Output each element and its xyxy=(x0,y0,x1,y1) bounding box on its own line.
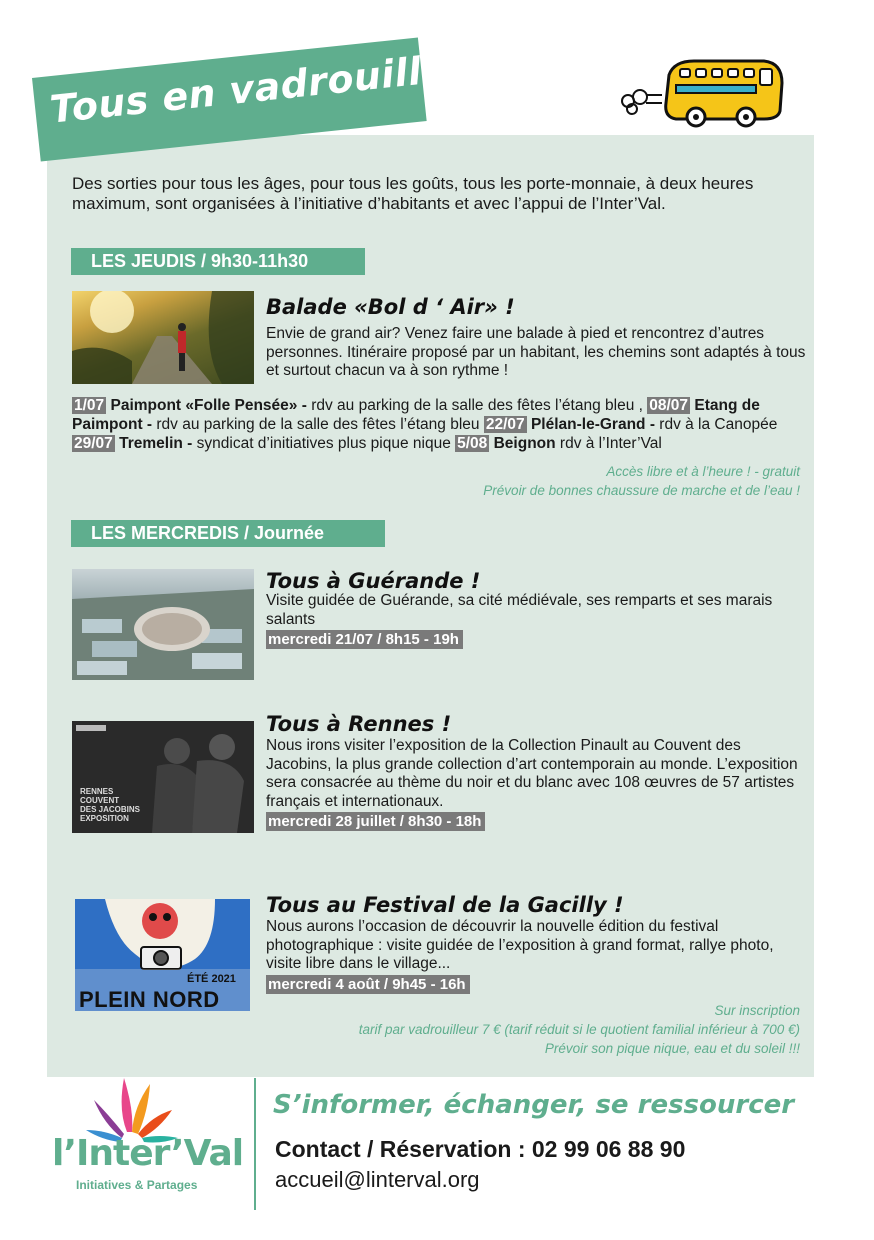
footer-divider xyxy=(254,1078,256,1210)
poster-text: COUVENT xyxy=(80,796,120,805)
gacilly-poster xyxy=(75,899,250,1011)
event-title-gacilly: Tous au Festival de la Gacilly ! xyxy=(266,893,624,917)
guerande-photo xyxy=(72,569,254,680)
footer-tagline: S’informer, échanger, se ressourcer xyxy=(273,1090,795,1120)
event-desc-rennes xyxy=(266,737,806,832)
event-title-guerande: Tous à Guérande ! xyxy=(266,569,481,593)
poster-name: PLEIN NORD xyxy=(79,987,220,1011)
event-date-rennes: mercredi 28 juillet / 8h30 - 18h xyxy=(266,812,485,831)
note-line: Prévoir son pique nique, eau et du soleil !!! xyxy=(544,1041,800,1056)
poster-text: DES JACOBINS xyxy=(80,805,141,814)
page-title: Tous en vadrouille xyxy=(48,46,450,132)
rennes-photo xyxy=(72,721,254,833)
section-mercredis: LES MERCREDIS / Journée xyxy=(71,520,385,547)
poster-year: ÉTÉ 2021 xyxy=(187,973,236,985)
event-title-balade: Balade «Bol d ‘ Air» ! xyxy=(266,295,515,319)
logo-subtitle: Initiatives & Partages xyxy=(76,1178,198,1192)
intro-text: Des sorties pour tous les âges, pour tous les goûts, tous les porte-monnaie, à deux heures maximum, sont organisées à l’initiative d’habitants et avec l’appui de l’Inter’Val. xyxy=(72,174,754,213)
bus-icon xyxy=(614,55,789,130)
schedule-item: 22/07 Plélan-le-Grand - rdv à la Canopée xyxy=(485,416,778,433)
poster-text: EXPOSITION xyxy=(80,814,129,823)
event-desc-guerande xyxy=(266,592,806,650)
poster-text: RENNES xyxy=(80,787,114,796)
event-desc-text: Nous aurons l’occasion de découvrir la nouvelle édition du festival photographique : visite guidée de l’exposition à grand format, rallye photo, visite libre dans le village... xyxy=(266,918,774,972)
schedule-item: 29/07 Tremelin - syndicat d’initiatives plus pique nique xyxy=(74,435,456,452)
schedule-item: 5/08 Beignon rdv à l’Inter’Val xyxy=(457,435,662,452)
contact-email[interactable]: accueil@linterval.org xyxy=(275,1167,480,1192)
event-desc-text: Visite guidée de Guérande, sa cité médiévale, ses remparts et ses marais salants xyxy=(266,592,773,628)
logo-name: l’Inter’Val xyxy=(52,1133,244,1174)
event-date-gacilly: mercredi 4 août / 9h45 - 16h xyxy=(266,975,470,994)
note-line: Sur inscription xyxy=(714,1003,800,1018)
event-title-rennes: Tous à Rennes ! xyxy=(266,712,452,736)
jeudis-notes xyxy=(483,462,800,500)
schedule-item: 08/07 Etang de Paimpont - rdv au parking de la salle des fêtes l’étang bleu xyxy=(72,397,760,433)
mercredis-notes xyxy=(359,1001,800,1058)
note-line: Prévoir de bonnes chaussure de marche et de l’eau ! xyxy=(483,483,800,498)
note-line: Accès libre et à l’heure ! - gratuit xyxy=(606,464,800,479)
section-jeudis: LES JEUDIS / 9h30-11h30 xyxy=(71,248,365,275)
event-date-guerande: mercredi 21/07 / 8h15 - 19h xyxy=(266,630,463,649)
note-line: tarif par vadrouilleur 7 € (tarif réduit si le quotient familial inférieur à 700 €) xyxy=(358,1022,800,1037)
balade-schedule xyxy=(72,396,812,453)
schedule-item: 1/07 Paimpont «Folle Pensée» - rdv au parking de la salle des fêtes l’étang bleu , xyxy=(74,397,648,414)
balade-photo xyxy=(72,291,254,384)
event-desc-gacilly xyxy=(266,918,806,994)
event-desc-balade: Envie de grand air? Venez faire une balade à pied et rencontrez d’autres personnes. Itinéraire proposé par un habitant, les chemins sont adaptés à tous et surtout chacun va à son rythme ! xyxy=(266,325,806,379)
event-desc-text: Nous irons visiter l’exposition de la Collection Pinault au Couvent des Jacobins, la plus grande collection d’art contemporain au monde. L’exposition sera consacrée au thème du noir et du blanc avec 108 œuvres de 57 artistes français et internationaux. xyxy=(266,737,798,810)
contact-phone: Contact / Réservation : 02 99 06 88 90 xyxy=(275,1136,686,1162)
